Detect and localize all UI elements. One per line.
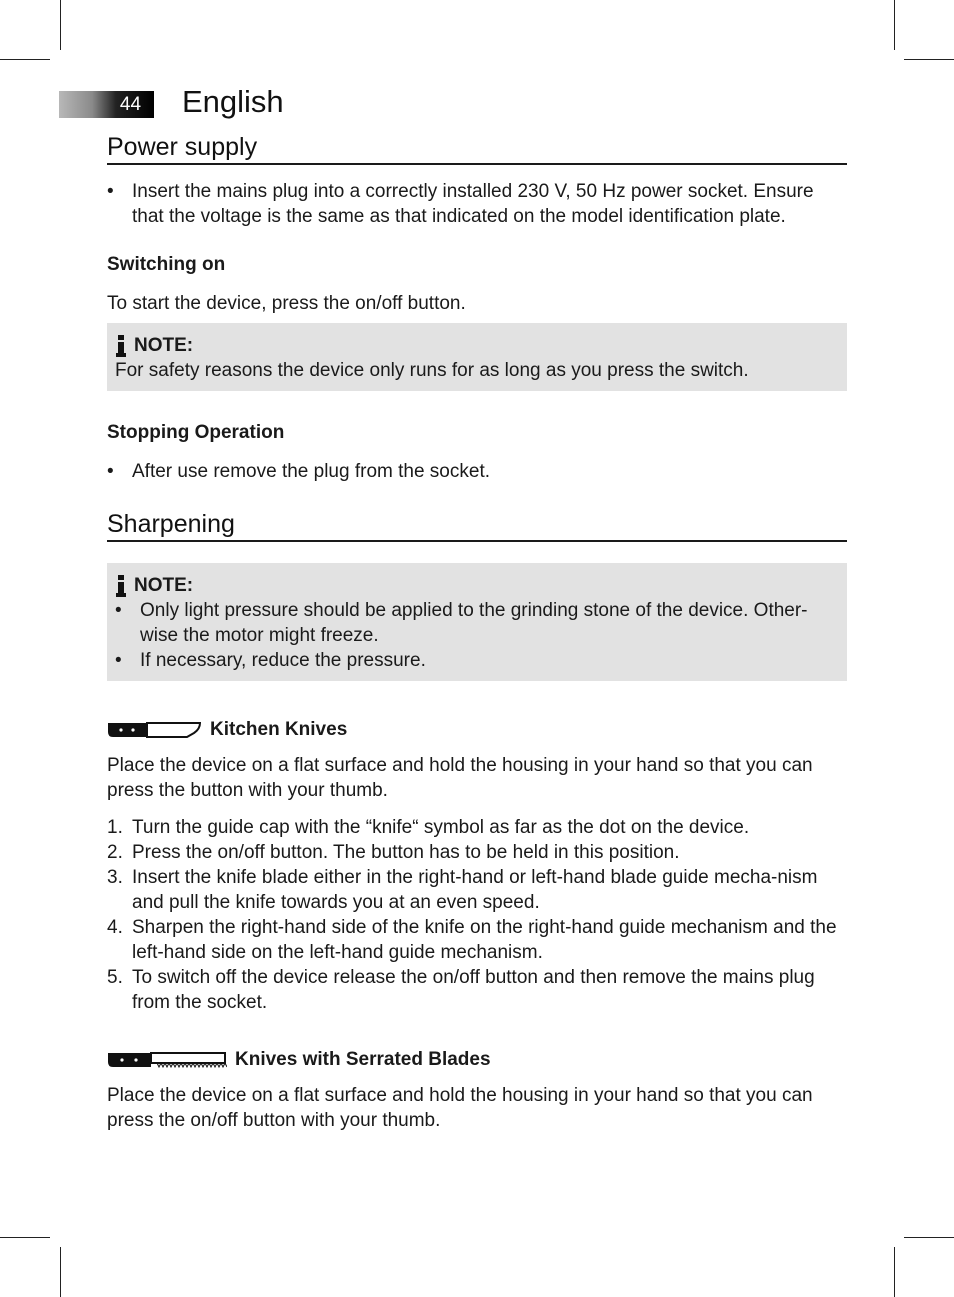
section-title-power-supply: Power supply xyxy=(107,133,847,165)
serrated-knives-heading xyxy=(107,1049,491,1071)
language-title: English xyxy=(182,84,284,119)
serrated-knives-intro: Place the device on a flat surface and hold the housing in your hand so that you can press the on/off button with your thumb. xyxy=(107,1085,813,1131)
page-number: 44 xyxy=(119,94,142,115)
crop-mark xyxy=(904,1237,954,1238)
list-item: 5. To switch off the device release the on/off button and then remove the mains plug from the socket. xyxy=(107,967,815,1013)
kitchen-knife-icon xyxy=(107,719,202,741)
list-item: • Insert the mains plug into a correctly installed 230 V, 50 Hz power socket. Ensure that the voltage is the same as that indicated on the model identification plate. xyxy=(107,181,814,227)
list-item: 4. Sharpen the right-hand side of the knife on the right-hand guide mechanism and the left-hand side on the left-hand guide mechanism. xyxy=(107,917,837,963)
switching-on-text: To start the device, press the on/off button. xyxy=(107,293,466,314)
kitchen-knives-intro: Place the device on a flat surface and hold the housing in your hand so that you can press the button with your thumb. xyxy=(107,755,813,801)
note-header xyxy=(115,573,839,598)
list-item: • Only light pressure should be applied to the grinding stone of the device. Other-wise the motor might freeze. xyxy=(115,600,808,646)
kitchen-knives-title: Kitchen Knives xyxy=(210,719,348,740)
note-label: NOTE: xyxy=(134,575,194,596)
crop-mark xyxy=(904,59,954,60)
crop-mark xyxy=(894,1247,895,1297)
kitchen-knives-steps xyxy=(107,815,852,1015)
list-item: • After use remove the plug from the socket. xyxy=(107,461,491,482)
list-item: 1. Turn the guide cap with the “knife“ symbol as far as the dot on the device. xyxy=(107,817,750,838)
subheading-stopping: Stopping Operation xyxy=(107,422,285,443)
note-box-switching xyxy=(107,323,847,391)
crop-mark xyxy=(60,0,61,50)
info-icon xyxy=(115,575,127,597)
info-icon xyxy=(115,335,127,357)
subheading-switching-on: Switching on xyxy=(107,254,226,275)
crop-mark xyxy=(0,1237,50,1238)
stopping-list xyxy=(107,459,852,484)
list-item: 3. Insert the knife blade either in the right-hand or left-hand blade guide mecha-nism and pull the knife towards you at an even speed. xyxy=(107,867,818,913)
crop-mark xyxy=(894,0,895,50)
serrated-knife-icon xyxy=(107,1049,227,1071)
crop-mark xyxy=(60,1247,61,1297)
note-box-sharpening xyxy=(107,563,847,681)
note-text: For safety reasons the device only runs for as long as you press the switch. xyxy=(115,360,749,381)
section-title-sharpening: Sharpening xyxy=(107,510,847,542)
crop-mark xyxy=(0,59,50,60)
note-header xyxy=(115,333,839,358)
serrated-knives-title: Knives with Serrated Blades xyxy=(235,1049,491,1070)
power-supply-list xyxy=(107,179,847,229)
list-item: • If necessary, reduce the pressure. xyxy=(115,650,426,671)
note-label: NOTE: xyxy=(134,335,194,356)
list-item: 2. Press the on/off button. The button has to be held in this position. xyxy=(107,842,680,863)
kitchen-knives-heading xyxy=(107,719,347,741)
